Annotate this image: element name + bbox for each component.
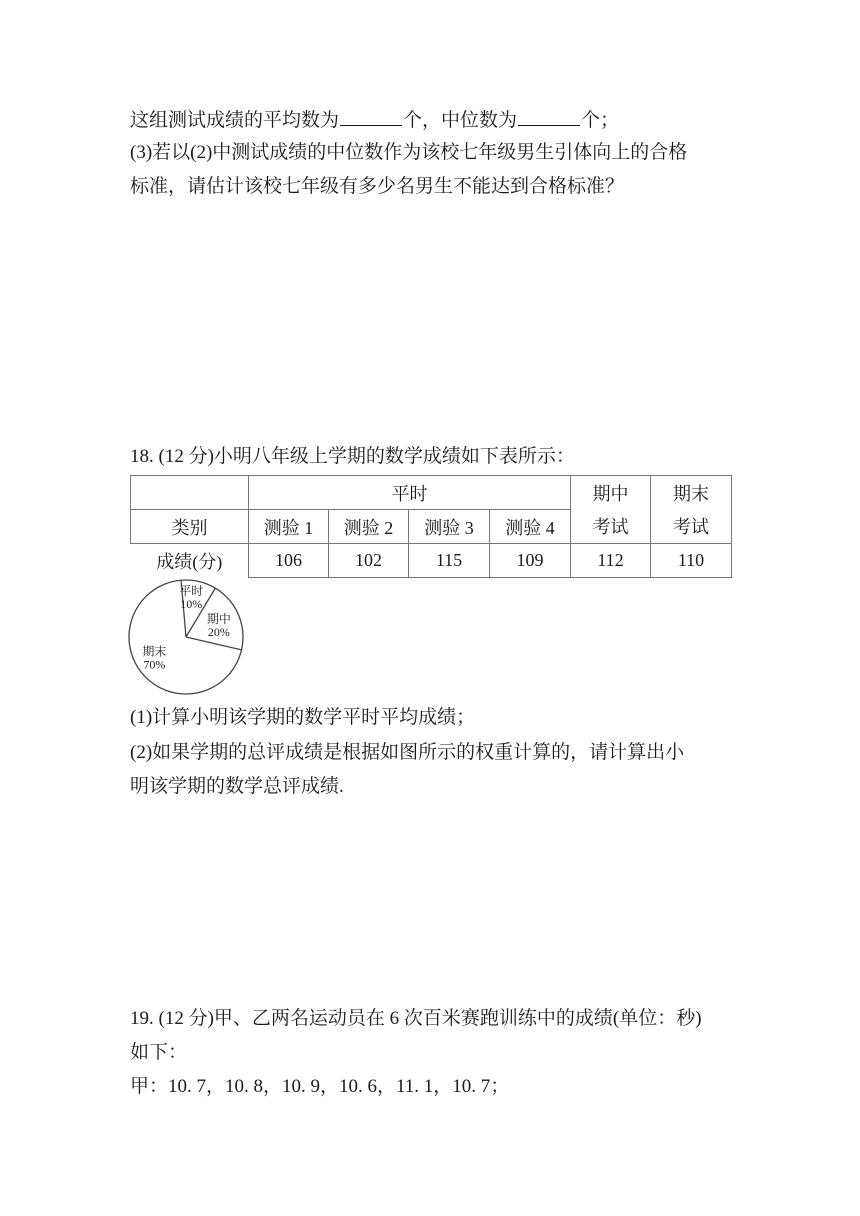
pie-slice-label: 期中 [206, 611, 231, 626]
pie-slice-percent: 10% [180, 597, 203, 612]
table-cell-empty [131, 476, 249, 510]
table-value-cell: 109 [490, 544, 571, 578]
table-header-cell: 考试 [571, 510, 651, 544]
table-cell-pingshi: 平时 [249, 476, 571, 510]
table-row-scores [131, 544, 732, 578]
q18-sub2-line2: 明该学期的数学总评成绩. [130, 776, 344, 797]
q18-title: 18. (12 分)小明八年级上学期的数学成绩如下表所示： [130, 446, 575, 467]
answer-blank-median[interactable] [518, 105, 580, 126]
q17-line-1 [130, 105, 619, 133]
weight-pie-chart [128, 578, 248, 696]
table-value-cell: 106 [249, 544, 329, 578]
q18-sub1: (1)计算小明该学期的数学平时平均成绩； [130, 707, 476, 728]
table-cell-category-label: 类别 [131, 510, 249, 544]
table-cell-qizhong: 期中 [571, 476, 651, 510]
table-value-cell: 102 [329, 544, 409, 578]
q18-sub2-line1: (2)如果学期的总评成绩是根据如图所示的权重计算的，请计算出小 [130, 742, 685, 763]
table-header-cell: 测验 1 [249, 510, 329, 544]
table-value-cell: 110 [651, 544, 732, 578]
pie-slice-label: 平时 [179, 584, 204, 599]
table-cell-qimo: 期末 [651, 476, 732, 510]
table-header-cell: 考试 [651, 510, 732, 544]
q19-line-3: 甲：10. 7，10. 8，10. 9，10. 6，11. 1，10. 7； [130, 1076, 510, 1097]
q17-text-a: 这组测试成绩的平均数为 [130, 110, 340, 131]
pie-slice-label: 期末 [142, 644, 167, 659]
q17-text-c: 个； [581, 110, 620, 131]
table-value-cell: 112 [571, 544, 651, 578]
table-header-cell: 测验 4 [490, 510, 571, 544]
q17-line-2: (3)若以(2)中测试成绩的中位数作为该校七年级男生引体向上的合格 [130, 142, 688, 163]
table-row-header-top [131, 476, 732, 510]
pie-slice-percent: 20% [207, 624, 230, 639]
table-value-cell: 115 [409, 544, 490, 578]
q17-text-b: 个，中位数为 [403, 110, 518, 131]
table-row-header [131, 510, 732, 544]
pie-slice-percent: 70% [143, 657, 166, 672]
table-header-cell: 测验 3 [409, 510, 490, 544]
q19-line-1: 19. (12 分)甲、乙两名运动员在 6 次百米赛跑训练中的成绩(单位：秒) [130, 1008, 702, 1029]
q17-line-3: 标准，请估计该校七年级有多少名男生不能达到合格标准？ [130, 176, 625, 197]
q19-line-2: 如下： [130, 1042, 188, 1063]
score-table [130, 475, 732, 578]
pie-slice-border [186, 637, 242, 650]
answer-blank-mean[interactable] [340, 105, 402, 126]
table-header-cell: 测验 2 [329, 510, 409, 544]
table-cell-score-label: 成绩(分) [131, 544, 249, 578]
